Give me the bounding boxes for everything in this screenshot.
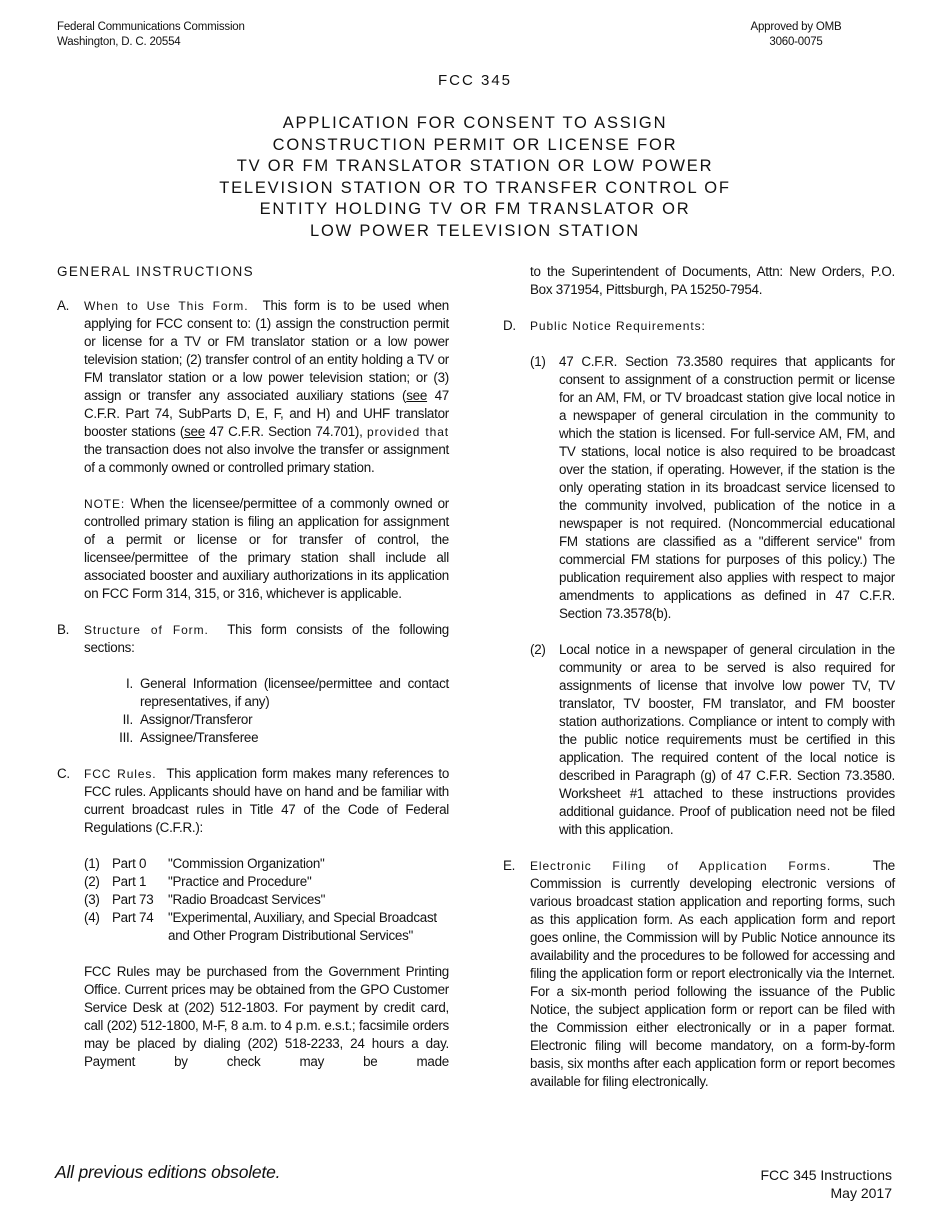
title-line: ENTITY HOLDING TV OR FM TRANSLATOR OR xyxy=(259,200,691,218)
agency-name: Federal Communications Commission xyxy=(57,21,245,33)
list-item: II. Assignor/Transferor xyxy=(122,712,253,727)
section-e xyxy=(503,857,895,1091)
agency-header xyxy=(57,20,245,50)
form-number: FCC 345 xyxy=(437,72,513,89)
footer-instructions-label: FCC 345 Instructions xyxy=(760,1167,892,1183)
title-line: LOW POWER TELEVISION STATION xyxy=(309,221,641,240)
left-column xyxy=(57,263,449,1071)
purchase-info-continued: to the Superintendent of Documents, Attn: New Orders, P.O. Box 371954, Pittsburgh, PA 15250-7954. xyxy=(530,264,895,297)
list-item: (1) Part 0 "Commission Organization" xyxy=(84,856,325,871)
omb-label: Approved by OMB xyxy=(750,21,842,33)
form-title xyxy=(180,113,770,242)
section-e-text: Electronic Filing of Application Forms. The Commission is currently developing electronic versions of various broadcast station application and reporting forms, such as this application form. As each application form and report goes online, the Commission will by Public Notice announce its availability and the procedures to be followed for accessing and filing the application form or report electronically via the Internet. For a six-month period following the issuance of the Public Notice, the subject application form or report can be filed with the Commission either electronically or in a paper format. Electronic filing will become mandatory, on a form-by-form basis, six months after each application form or report becomes available for filing electronically. xyxy=(530,858,895,1089)
section-b-text: Structure of Form. This form consists of the following sections: xyxy=(84,622,449,655)
section-a xyxy=(57,297,449,603)
omb-approval xyxy=(705,20,887,50)
section-d-heading xyxy=(530,317,895,335)
section-heading: FCC Rules. xyxy=(84,767,157,781)
section-d xyxy=(503,317,895,335)
list-item: (1) 47 C.F.R. Section 73.3580 requires that applicants for consent to assignment of a construction permit or license for an AM, FM, or TV broadcast station give local notice in a newspaper of general circulation in the community to which the station is licensed. For full-service AM, FM, and TV stations, local notice is also required to be broadcast over the station, if operating. However, if the station is the only operating station in its broadcast service licensed to the community involved, publication of the notice in a newspaper is not required. (Noncommercial educational FM stations are classified as a "different service" from commercial FM stations for purposes of this policy.) The publication requirement also applies with respect to major amendments to applications as defined in 47 C.F.R. Section 73.3578(b). xyxy=(530,354,895,621)
section-letter: B. xyxy=(57,622,70,637)
section-c xyxy=(57,765,449,1071)
list-item: (3) Part 73 "Radio Broadcast Services" xyxy=(84,892,326,907)
list-item: (2) Part 1 "Practice and Procedure" xyxy=(84,874,312,889)
footer-date: May 2017 xyxy=(830,1185,892,1201)
form-sections-list xyxy=(57,675,449,747)
title-line: APPLICATION FOR CONSENT TO ASSIGN xyxy=(282,114,668,132)
section-heading: When to Use This Form. xyxy=(84,299,249,313)
list-item: (4) Part 74 "Experimental, Auxiliary, and Special Broadcast and Other Program Distributional Services" xyxy=(84,910,437,943)
section-letter: E. xyxy=(503,858,516,873)
omb-number: 3060-0075 xyxy=(769,36,823,48)
list-item: (2) Local notice in a newspaper of general circulation in the community or area to be served is also required for assignments of license that involve low power TV, TV translator, TV booster, FM translator, and FM booster station authorizations. Compliance or intent to comply with the public notice requirements must be certified in this application. The required content of the local notice is described in Paragraph (g) of 47 C.F.R. Section 73.3580. Worksheet #1 attached to these instructions provides additional guidance. Proof of publication need not be filed with this application. xyxy=(530,642,895,837)
footer-form-id xyxy=(740,1166,892,1202)
section-c-text: FCC Rules. This application form makes many references to FCC rules. Applicants should have on hand and be familiar with current broadcast rules in Title 47 of the Code of Federal Regulations (C.F.R.): xyxy=(84,766,450,835)
section-letter: D. xyxy=(503,318,516,333)
section-b xyxy=(57,621,449,657)
rules-list xyxy=(84,855,449,945)
section-heading: Electronic Filing of Application Forms. xyxy=(530,859,832,873)
section-letter: C. xyxy=(57,766,70,781)
section-a-note: NOTE: When the licensee/permittee of a commonly owned or controlled primary station is filing an application for assignment of a permit or license or for transfer of control, the licensee/permittee of the primary station shall include all associated booster and auxiliary authorizations in its application on FCC Form 314, 315, or 316, whichever is applicable. xyxy=(84,496,449,601)
purchase-info: FCC Rules may be purchased from the Government Printing Office. Current prices may be obtained from the GPO Customer Service Desk at (202) 512-1803. For payment by credit card, call (202) 512-1800, M-F, 8 a.m. to 4 p.m. e.s.t.; facsimile orders may be placed by dialing (202) 518-2233, 24 hours a day. Payment by check may be made xyxy=(84,964,449,1069)
title-line: TV OR FM TRANSLATOR STATION OR LOW POWER xyxy=(236,157,714,175)
agency-address: Washington, D. C. 20554 xyxy=(57,36,181,48)
section-heading: Structure of Form. xyxy=(84,623,209,637)
title-line: CONSTRUCTION PERMIT OR LICENSE FOR xyxy=(272,135,678,154)
general-instructions-heading: GENERAL INSTRUCTIONS xyxy=(57,264,255,279)
note-label: NOTE: xyxy=(84,497,126,511)
section-heading: Public Notice Requirements: xyxy=(530,319,706,333)
section-letter: A. xyxy=(57,298,70,313)
title-line: TELEVISION STATION OR TO TRANSFER CONTROL OF xyxy=(219,178,731,197)
right-column xyxy=(503,263,895,1091)
list-item: III. Assignee/Transferee xyxy=(119,730,259,745)
section-a-text: When to Use This Form. This form is to be used when applying for FCC consent to: (1) assign the construction permit or license for a TV or FM translator station or a low power television station; (2) transfer control of an entity holding a TV or FM translator station or a low power television station; or (3) assign or transfer any associated auxiliary stations (see 47 C.F.R. Part 74, SubParts D, E, F, and H) and UHF translator booster stations (see 47 C.F.R. Section 74.701), provided that the transaction does not also involve the transfer or assignment of a commonly owned or controlled primary station. xyxy=(84,298,450,475)
footer-editions-note: All previous editions obsolete. xyxy=(55,1162,281,1182)
list-item: I. General Information (licensee/permittee and contact representatives, if any) xyxy=(126,676,449,709)
